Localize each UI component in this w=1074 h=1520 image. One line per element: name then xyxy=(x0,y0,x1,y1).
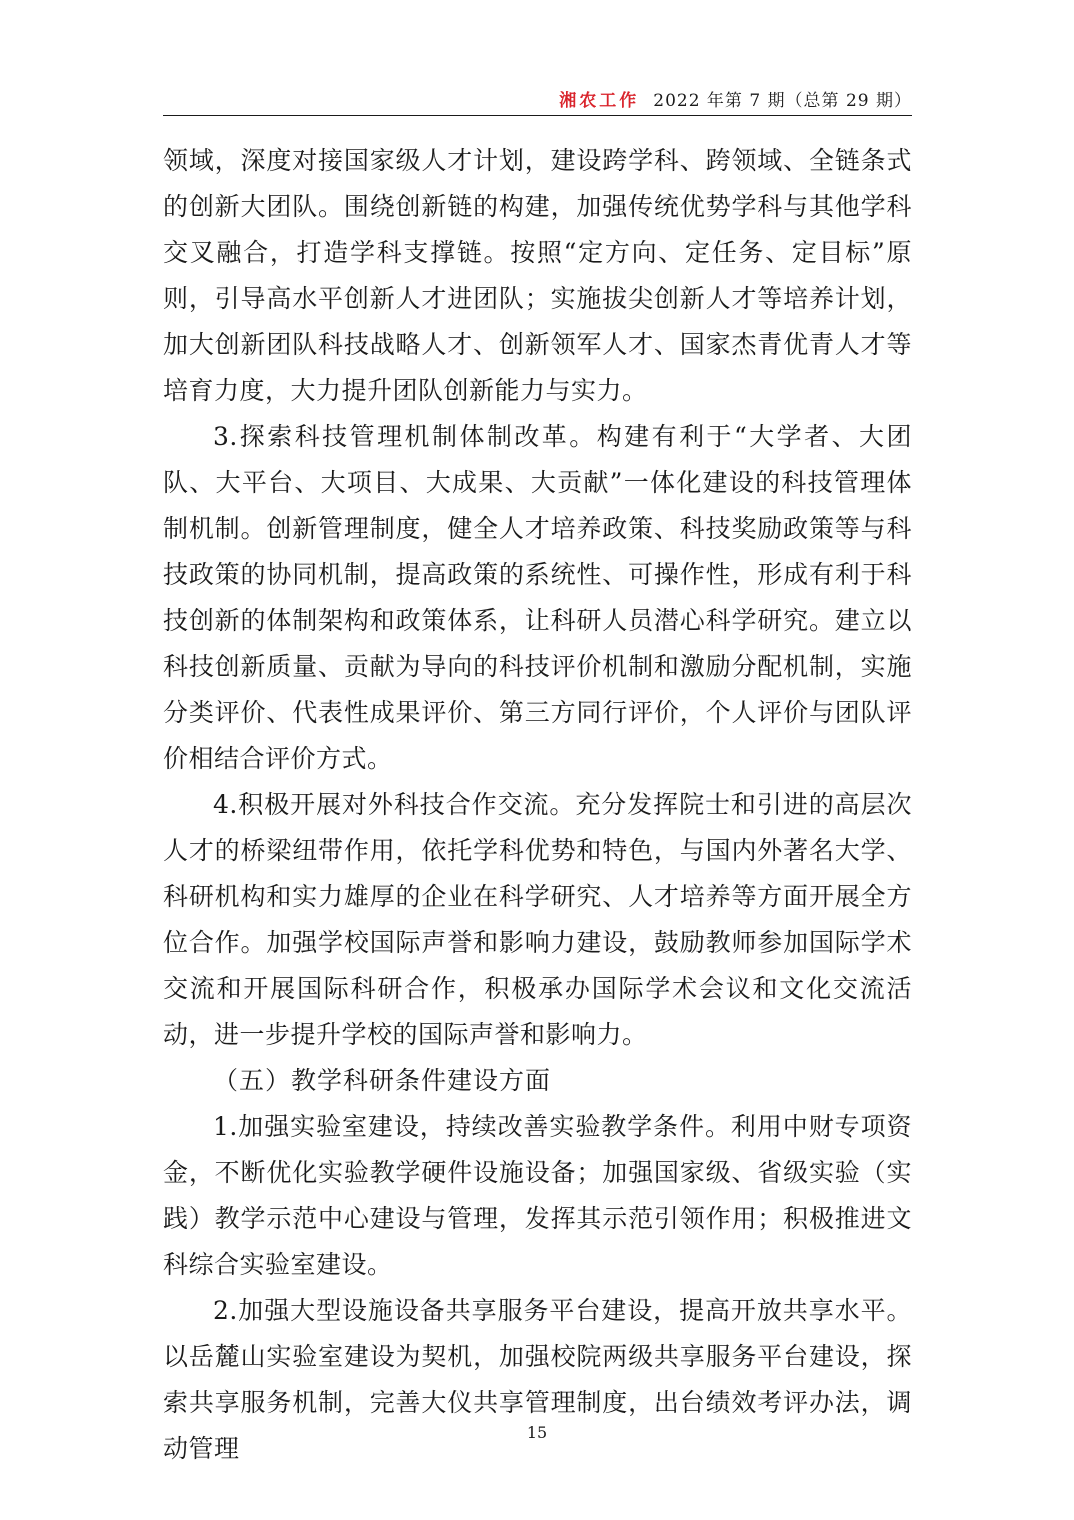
journal-title: 湘农工作 xyxy=(559,91,640,111)
issue-info: 2022 年第 7 期（总第 29 期） xyxy=(653,91,912,111)
paragraph-item-1: 1.加强实验室建设，持续改善实验教学条件。利用中财专项资金，不断优化实验教学硬件设施设备；加强国家级、省级实验（实践）教学示范中心建设与管理，发挥其示范引领作用；积极推进文科综合实验室建设。 xyxy=(163,1112,912,1279)
running-header xyxy=(163,88,912,114)
page-number: 15 xyxy=(526,1423,548,1442)
header-rule xyxy=(163,115,912,116)
paragraph-continued: 领域，深度对接国家级人才计划，建设跨学科、跨领域、全链条式的创新大团队。围绕创新链的构建，加强传统优势学科与其他学科交叉融合，打造学科支撑链。按照“定方向、定任务、定目标”原则，引导高水平创新人才进团队；实施拔尖创新人才等培养计划，加大创新团队科技战略人才、创新领军人才、国家杰青优青人才等培育力度，大力提升团队创新能力与实力。 xyxy=(163,146,912,405)
body-text xyxy=(163,138,912,1472)
paragraph-item-3: 3.探索科技管理机制体制改革。构建有利于“大学者、大团队、大平台、大项目、大成果、大贡献”一体化建设的科技管理体制机制。创新管理制度，健全人才培养政策、科技奖励政策等与科技政策的协同机制，提高政策的系统性、可操作性，形成有利于科技创新的体制架构和政策体系，让科研人员潜心科学研究。建立以科技创新质量、贡献为导向的科技评价机制和激励分配机制，实施分类评价、代表性成果评价、第三方同行评价，个人评价与团队评价相结合评价方式。 xyxy=(163,422,912,773)
paragraph-item-4: 4.积极开展对外科技合作交流。充分发挥院士和引进的高层次人才的桥梁纽带作用，依托学科优势和特色，与国内外著名大学、科研机构和实力雄厚的企业在科学研究、人才培养等方面开展全方位合作。加强学校国际声誉和影响力建设，鼓励教师参加国际学术交流和开展国际科研合作，积极承办国际学术会议和文化交流活动，进一步提升学校的国际声誉和影响力。 xyxy=(163,790,912,1049)
paragraph-item-2: 2.加强大型设施设备共享服务平台建设，提高开放共享水平。以岳麓山实验室建设为契机，加强校院两级共享服务平台建设，探索共享服务机制，完善大仪共享管理制度，出台绩效考评办法，调动管理 xyxy=(163,1296,912,1463)
section-heading: （五）教学科研条件建设方面 xyxy=(213,1066,552,1095)
